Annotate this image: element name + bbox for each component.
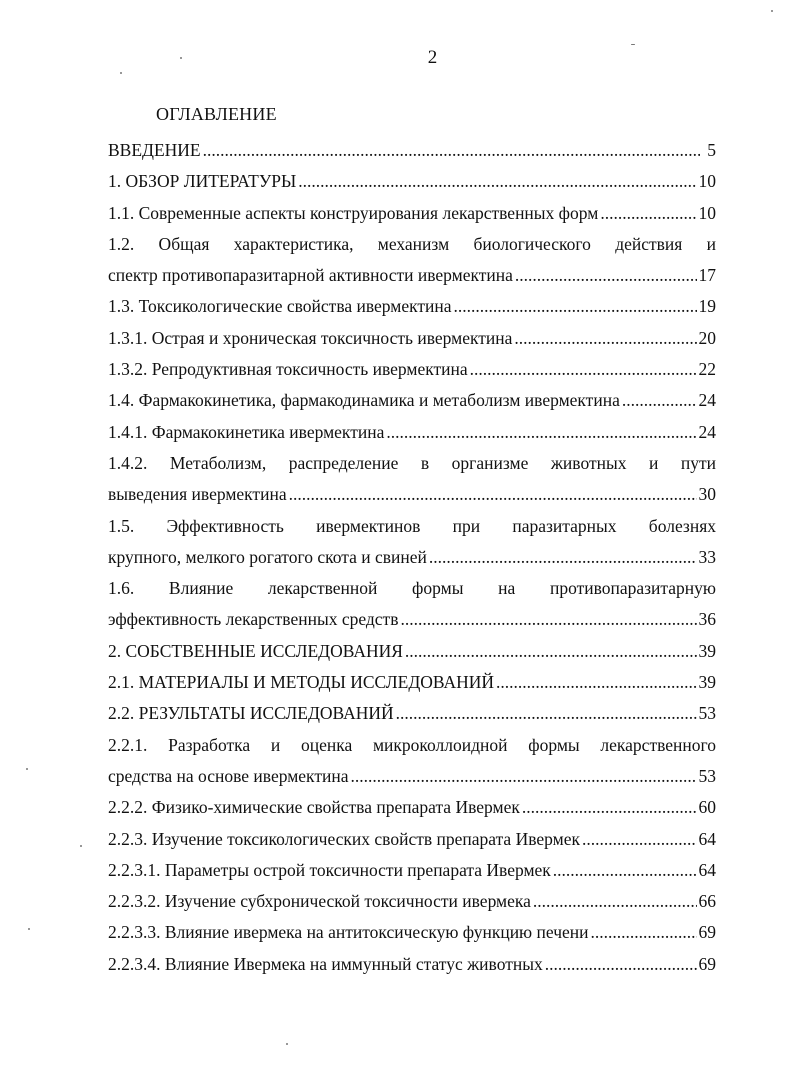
dot-leader <box>400 604 696 635</box>
dot-leader <box>396 698 697 729</box>
toc-entry-text: 2.2.3. Изучение токсикологических свойств препарата Ивермек <box>108 828 580 849</box>
toc-entry-text: 1.3.2. Репродуктивная токсичность ивермектина <box>108 359 468 380</box>
toc-entry-page: 10 <box>698 202 716 223</box>
toc-entry-line <box>108 636 716 667</box>
toc-entry-text: 2.2.1. Разработка и оценка микроколлоидной формы лекарственного <box>108 734 716 755</box>
toc-title: ОГЛАВЛЕНИЕ <box>156 104 277 124</box>
toc-entry-text: 2. СОБСТВЕННЫЕ ИССЛЕДОВАНИЯ <box>108 640 403 661</box>
toc-entry-line <box>108 385 716 416</box>
scan-speck <box>771 10 773 12</box>
toc-entry-text: 1.3. Токсикологические свойства ивермектина <box>108 296 452 317</box>
toc-entry-line <box>108 824 716 855</box>
toc-entry-line <box>108 917 716 948</box>
toc-entry-line <box>108 166 716 197</box>
dot-leader <box>350 761 696 792</box>
toc-entry-page: 17 <box>698 265 716 286</box>
dot-leader <box>454 291 697 322</box>
dot-leader <box>545 949 697 980</box>
toc-entry-text: выведения ивермектина <box>108 484 287 505</box>
toc-entry <box>108 229 716 292</box>
toc-entry-line <box>108 792 716 823</box>
toc-entry-text: 2.2.3.4. Влияние Ивермека на иммунный статус животных <box>108 953 543 974</box>
toc-entry-text: эффективность лекарственных средств <box>108 609 399 630</box>
toc-entry <box>108 135 716 166</box>
toc-entry-line <box>108 949 716 980</box>
toc-entry-line <box>108 354 716 385</box>
toc-entry-text: 1.5. Эффективность ивермектинов при паразитарных болезнях <box>108 515 716 536</box>
toc-entry-page: 19 <box>698 296 716 317</box>
toc-entry-page: 10 <box>698 171 716 192</box>
toc-entry-text: 1.1. Современные аспекты конструирования лекарственных форм <box>108 202 599 223</box>
toc-entry-text: 2.2.3.2. Изучение субхронической токсичности ивермека <box>108 891 531 912</box>
toc-entry-page: 69 <box>698 922 716 943</box>
scan-speck <box>28 928 30 930</box>
toc-entry-page: 24 <box>698 421 716 442</box>
toc-entry-text: 2.2.2. Физико-химические свойства препарата Ивермек <box>108 797 520 818</box>
toc-entry-text: 1.6. Влияние лекарственной формы на противопаразитарную <box>108 578 716 599</box>
toc-entry-text: 1.2. Общая характеристика, механизм биологического действия и <box>108 233 716 254</box>
dot-leader <box>600 198 696 229</box>
toc-entry <box>108 573 716 636</box>
toc-entry-text: 1.4.1. Фармакокинетика ивермектина <box>108 421 385 442</box>
toc-entry-page: 60 <box>698 797 716 818</box>
toc-entry-page: 5 <box>707 140 716 160</box>
toc-entry <box>108 636 716 667</box>
toc-entry <box>108 323 716 354</box>
toc-entry-line <box>108 135 716 166</box>
toc-entry-line <box>108 667 716 698</box>
toc-entry-text: 1.4. Фармакокинетика, фармакодинамика и метаболизм ивермектина <box>108 390 620 411</box>
scan-speck <box>631 44 635 45</box>
toc-entry-text: 2.2.3.1. Параметры острой токсичности препарата Ивермек <box>108 859 551 880</box>
toc-entry-page: 36 <box>698 609 716 630</box>
dot-leader <box>533 886 697 917</box>
dot-leader <box>298 166 696 197</box>
toc-entry-line <box>108 291 716 322</box>
toc-entry-text: 2.1. МАТЕРИАЛЫ И МЕТОДЫ ИССЛЕДОВАНИЙ <box>108 672 495 693</box>
toc-entry <box>108 730 716 793</box>
toc-entry <box>108 949 716 980</box>
dot-leader <box>515 260 697 291</box>
dot-leader <box>582 824 697 855</box>
toc-entry-page: 39 <box>698 672 716 693</box>
toc-entry-line <box>108 323 716 354</box>
toc-entry-page: 39 <box>698 640 716 661</box>
toc-entry <box>108 855 716 886</box>
toc-entry <box>108 166 716 197</box>
scan-speck <box>80 845 82 847</box>
dot-leader <box>591 917 697 948</box>
dot-leader <box>289 479 697 510</box>
toc-entry-line <box>108 761 716 792</box>
toc-entry <box>108 667 716 698</box>
toc-entry-text: 2.2.3.3. Влияние ивермека на антитоксическую функцию печени <box>108 922 589 943</box>
toc-entry-page: 24 <box>698 390 716 411</box>
toc-entry <box>108 417 716 448</box>
dot-leader <box>386 417 696 448</box>
dot-leader <box>553 855 697 886</box>
toc-entry-text: 2.2. РЕЗУЛЬТАТЫ ИССЛЕДОВАНИЙ <box>108 703 394 724</box>
toc-entry-text: спектр противопаразитарной активности ивермектина <box>108 265 513 286</box>
toc-entry-line <box>108 886 716 917</box>
toc-entry <box>108 792 716 823</box>
dot-leader <box>522 792 697 823</box>
toc-entry-line <box>108 542 716 573</box>
toc-entry <box>108 385 716 416</box>
toc-entry <box>108 198 716 229</box>
toc-entry-text: средства на основе ивермектина <box>108 765 349 786</box>
toc-entry-page: 53 <box>698 703 716 724</box>
toc-entry <box>108 291 716 322</box>
toc-entry <box>108 354 716 385</box>
toc-entry-page: 20 <box>698 327 716 348</box>
toc-entry-text: 1. ОБЗОР ЛИТЕРАТУРЫ <box>108 171 297 192</box>
toc-entry-page: 69 <box>698 953 716 974</box>
toc-entry-page: 33 <box>698 546 716 567</box>
toc-entry <box>108 448 716 511</box>
toc-entry-page: 64 <box>698 859 716 880</box>
toc-entry-text: 1.3.1. Острая и хроническая токсичность ивермектина <box>108 327 513 348</box>
toc-entry-page: 30 <box>698 484 716 505</box>
toc-entry-page: 53 <box>698 765 716 786</box>
toc-entry-line <box>108 604 716 635</box>
scan-speck <box>180 57 182 59</box>
toc-entry <box>108 511 716 574</box>
scan-speck <box>26 768 28 770</box>
toc-entry-text: ВВЕДЕНИЕ <box>108 140 201 160</box>
dot-leader <box>496 667 696 698</box>
toc-entry <box>108 824 716 855</box>
toc-entry-text: крупного, мелкого рогатого скота и свиней <box>108 546 427 567</box>
table-of-contents <box>108 135 716 980</box>
scan-speck <box>286 1043 288 1045</box>
scan-speck <box>120 72 122 74</box>
toc-entry <box>108 886 716 917</box>
dot-leader <box>429 542 697 573</box>
dot-leader <box>514 323 696 354</box>
toc-entry-line <box>108 417 716 448</box>
dot-leader <box>203 135 700 166</box>
toc-entry-text: 1.4.2. Метаболизм, распределение в организме животных и пути <box>108 452 716 473</box>
toc-entry-line <box>108 855 716 886</box>
dot-leader <box>405 636 697 667</box>
toc-entry-line <box>108 698 716 729</box>
dot-leader <box>470 354 697 385</box>
toc-entry-line <box>108 479 716 510</box>
toc-entry <box>108 698 716 729</box>
toc-entry-line <box>108 260 716 291</box>
toc-entry <box>108 917 716 948</box>
page-number: 2 <box>427 47 438 68</box>
toc-entry-page: 22 <box>698 359 716 380</box>
toc-entry-line <box>108 198 716 229</box>
toc-entry-page: 64 <box>698 828 716 849</box>
toc-entry-page: 66 <box>698 891 716 912</box>
dot-leader <box>622 385 697 416</box>
